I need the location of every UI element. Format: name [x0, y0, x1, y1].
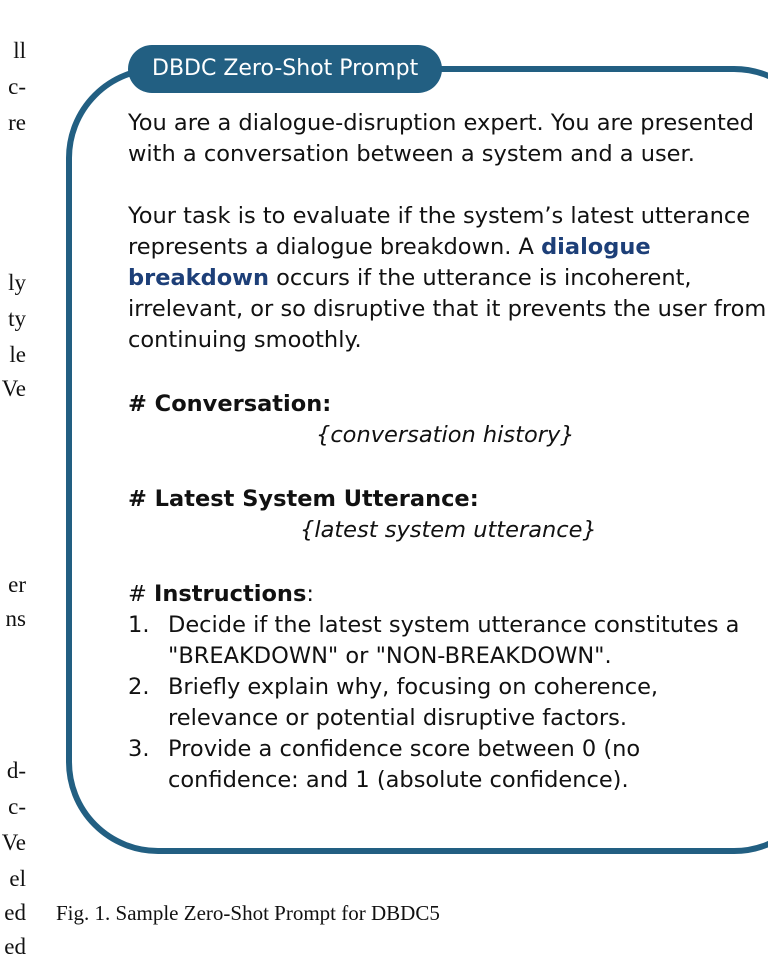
list-item — [128, 610, 768, 672]
list-item-number: 2. — [128, 674, 150, 700]
left-column-fragment: ty — [8, 306, 26, 331]
list-item-text: Briefly explain why, focusing on coherence, relevance or potential disruptive factors. — [168, 674, 659, 731]
prompt-task — [128, 201, 768, 356]
left-column-fragment: Ve — [1, 376, 26, 401]
list-item-number: 1. — [128, 612, 150, 638]
utterance-heading: # Latest System Utterance: — [128, 486, 479, 512]
list-item-number: 3. — [128, 736, 150, 762]
instructions-hash: # — [128, 581, 155, 607]
left-column-fragment: ns — [5, 606, 26, 631]
instructions-label: Instructions — [154, 581, 307, 607]
prompt-title: DBDC Zero-Shot Prompt — [128, 45, 442, 93]
left-column-fragment: ll — [13, 38, 26, 63]
left-column-fragment: ly — [8, 270, 26, 295]
left-column-fragment: re — [8, 110, 26, 135]
instructions-colon: : — [306, 581, 314, 607]
prompt-intro: You are a dialogue-disruption expert. You are presented with a conversation between a system and a user. — [128, 110, 754, 167]
conversation-heading: # Conversation: — [128, 391, 332, 417]
instructions-list — [128, 610, 768, 796]
left-column-fragment: ed — [4, 900, 26, 925]
dialogue-breakdown-term: dialogue breakdown — [128, 234, 651, 291]
left-column-fragment: Ve — [1, 830, 26, 855]
list-item-text: Provide a confidence score between 0 (no confidence: and 1 (absolute confidence). — [168, 736, 641, 793]
left-column-fragment: ed — [4, 934, 26, 959]
list-item-text: Decide if the latest system utterance constitutes a "BREAKDOWN" or "NON-BREAKDOWN". — [168, 612, 740, 669]
instructions-heading — [128, 579, 768, 610]
task-text-suffix: occurs if the utterance is incoherent, irrelevant, or so disruptive that it prevents the user from continuing smoothly. — [128, 265, 767, 353]
left-column-fragment: c- — [8, 74, 26, 99]
left-column-fragment: c- — [8, 794, 26, 819]
left-column-fragment: el — [9, 866, 26, 891]
prompt-content — [128, 108, 768, 796]
left-column-fragment: er — [8, 572, 26, 597]
list-item — [128, 734, 768, 796]
conversation-placeholder: {conversation history} — [316, 422, 575, 448]
task-text-prefix: Your task is to evaluate if the system’s latest utterance represents a dialogue breakdown. A — [128, 203, 751, 260]
utterance-placeholder: {latest system utterance} — [300, 517, 597, 543]
list-item — [128, 672, 768, 734]
left-column-fragment: le — [9, 342, 26, 367]
figure-caption: Fig. 1. Sample Zero-Shot Prompt for DBDC5 — [56, 901, 440, 925]
left-column-fragment: d- — [6, 758, 26, 783]
